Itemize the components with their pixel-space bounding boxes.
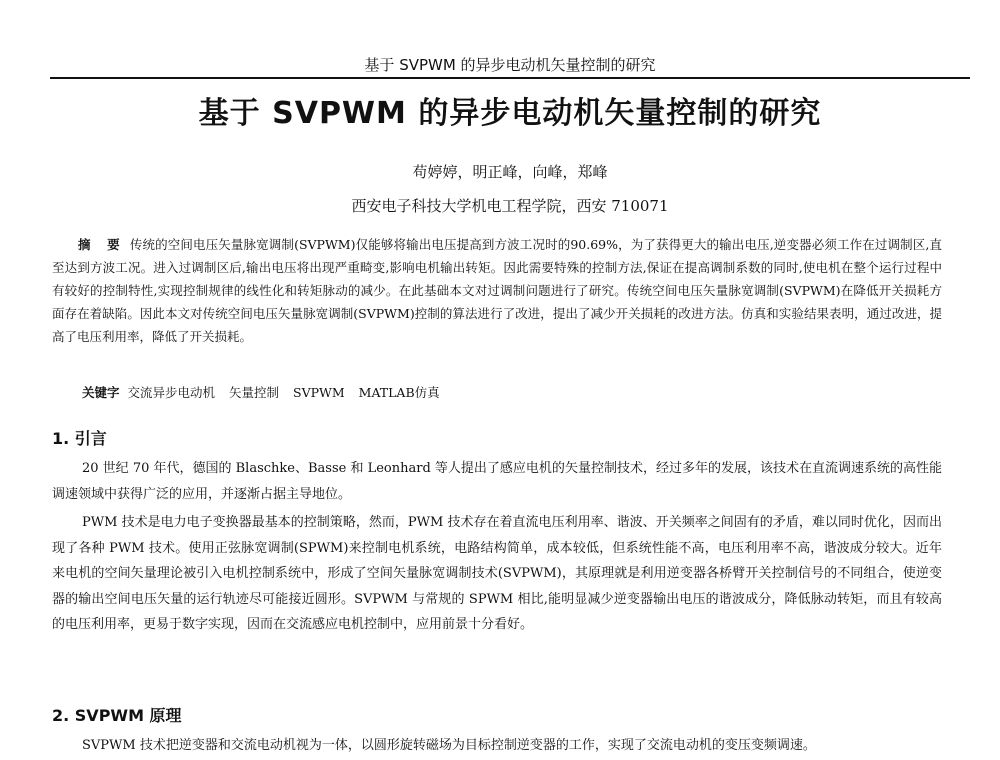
keyword: 交流异步电动机 [127, 385, 215, 400]
body-paragraph: SVPWM 技术把逆变器和交流电动机视为一体，以圆形旋转磁场为目标控制逆变器的工作，实现了交流电动机的变压变频调速。 [82, 738, 816, 753]
keywords-label: 关键字 [82, 385, 120, 400]
section-heading-introduction: 1. 引言 [52, 429, 107, 448]
section-heading-svpwm-principle: 2. SVPWM 原理 [52, 706, 182, 725]
body-paragraph: PWM 技术是电力电子变换器最基本的控制策略，然而，PWM 技术存在着直流电压利用率、谐波、开关频率之间固有的矛盾，难以同时优化，因而出现了各种 PWM 技术。使用正弦脉宽调制(SPWM)来控制电机系统，电路结构简单，成本较低，但系统性能不高，电压利用率不高，谐波成分较大。近年来电机的空间矢量理论被引入电机控制系统中，形成了空间矢量脉宽调制技术(SVPWM)，其原理就是利用逆变器各桥臂开关控制信号的不同组合，使逆变器的输出空间电压矢量的运行轨迹尽可能接近圆形。SVPWM 与常规的 SPWM 相比,能明显减少逆变器输出电压的谐波成分，降低脉动转矩，而且有较高的电压利用率，更易于数字实现，因而在交流感应电机控制中，应用前景十分看好。 [52, 515, 942, 632]
affiliation: 西安电子科技大学机电工程学院，西安 710071 [351, 197, 669, 215]
running-head: 基于 SVPWM 的异步电动机矢量控制的研究 [364, 56, 656, 74]
keywords [82, 383, 942, 403]
body-paragraph: 20 世纪 70 年代，德国的 Blaschke、Basse 和 Leonhard 等人提出了感应电机的矢量控制技术，经过多年的发展，该技术在直流调速系统的高性能调速领域中获得广泛的应用，并逐渐占据主导地位。 [52, 461, 942, 502]
keyword: 矢量控制 [228, 385, 279, 400]
authors: 苟婷婷，明正峰，向峰，郑峰 [412, 163, 608, 181]
abstract [52, 233, 942, 348]
abstract-text: 传统的空间电压矢量脉宽调制(SVPWM)仅能够将输出电压提高到方波工况时的90.69%，为了获得更大的输出电压,逆变器必须工作在过调制区,直至达到方波工况。进入过调制区后,输出电压将出现严重畸变,影响电机输出转矩。因此需要特殊的控制方法,保证在提高调制系数的同时,使电机在整个运行过程中有较好的控制特性,实现控制规律的线性化和转矩脉动的减少。在此基础本文对过调制问题进行了研究。传统空间电压矢量脉宽调制(SVPWM)在降低开关损耗方面存在着缺陷。因此本文对传统空间电压矢量脉宽调制(SVPWM)控制的算法进行了改进，提出了减少开关损耗的改进方法。仿真和实验结果表明，通过改进，提高了电压利用率，降低了开关损耗。 [52, 237, 942, 344]
paper-title: 基于 SVPWM 的异步电动机矢量控制的研究 [198, 96, 822, 131]
keyword: MATLAB仿真 [358, 385, 440, 400]
header-rule [50, 77, 970, 79]
abstract-label: 摘 要 [78, 237, 126, 252]
keyword: SVPWM [293, 385, 345, 400]
